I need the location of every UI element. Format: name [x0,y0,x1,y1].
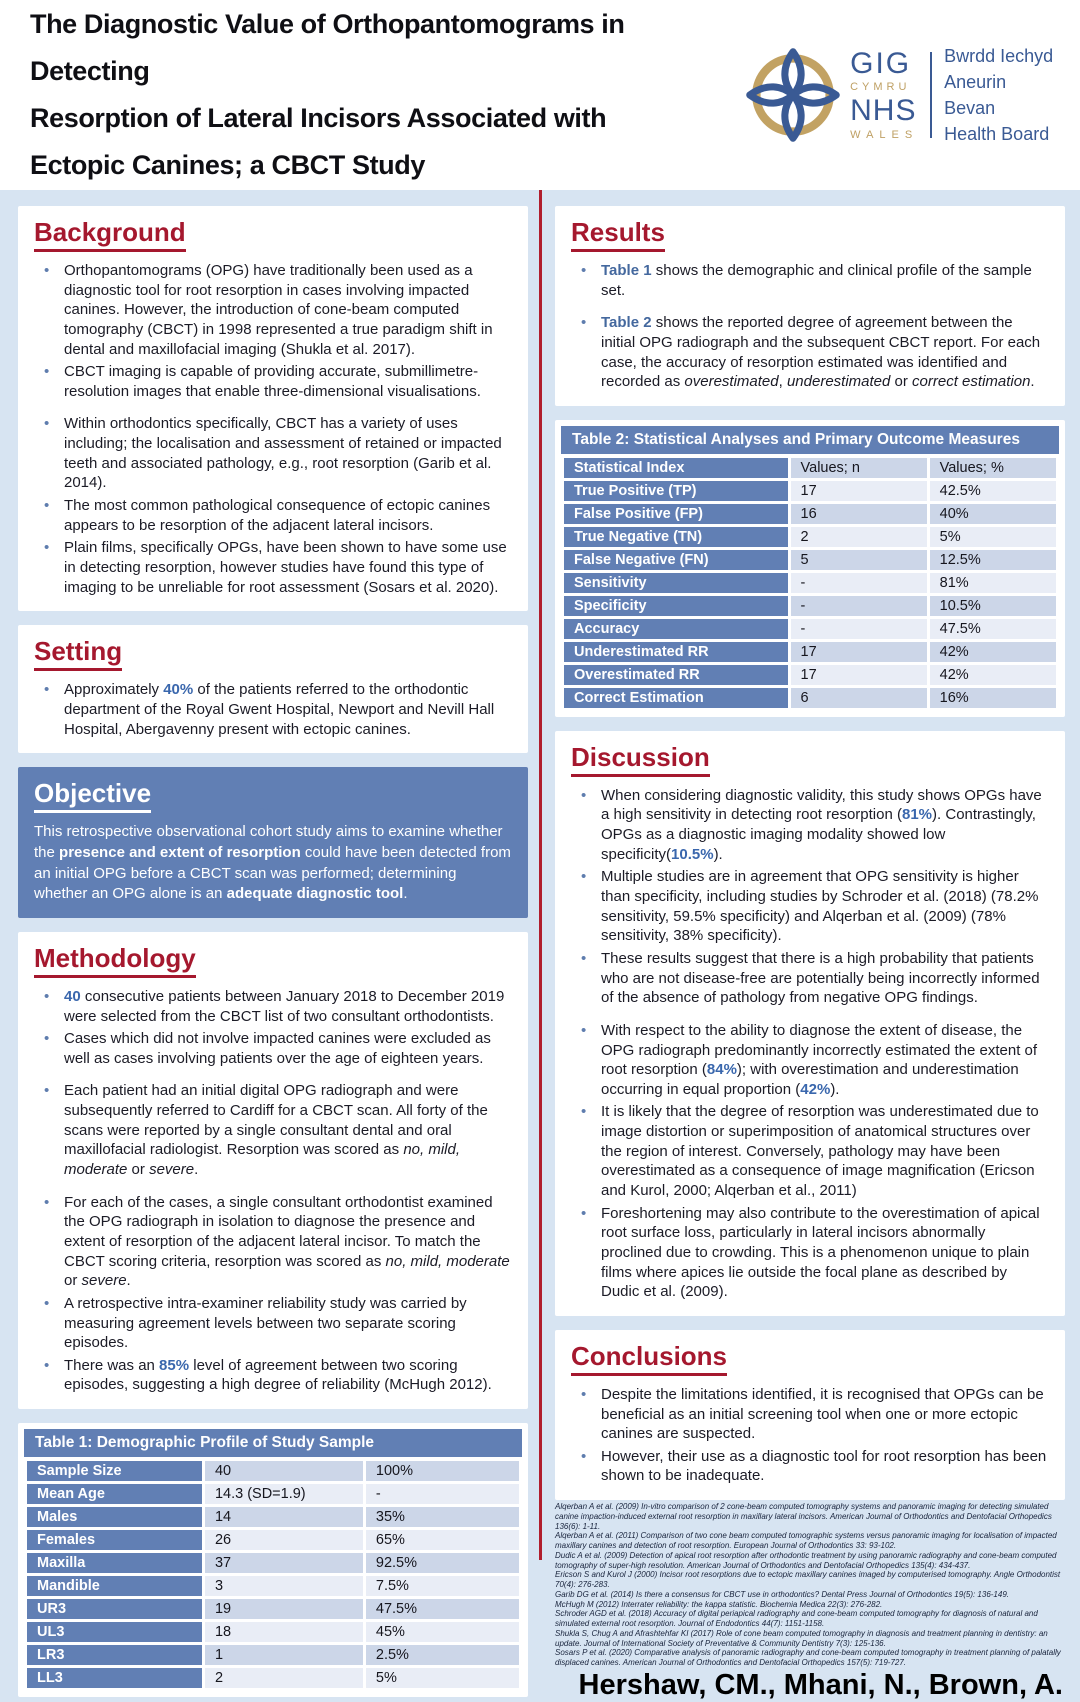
board-line-3: Health Board [944,124,1050,145]
value-cell: 6 [791,688,927,708]
value-cell: 5 [791,550,927,570]
title-line-3: Ectopic Canines; a CBCT Study [30,150,425,181]
table-row [27,1530,519,1550]
reference-item: Garib DG et al. (2014) Is there a consensus for CBCT use in orthodontics? Dental Press Journal of Orthodontics 19(5): 136-149. [555,1589,1010,1599]
text-segment: Cases which did not involve impacted canines were excluded as well as cases involving patients over the age of eighteen years. [64,1030,491,1067]
logo-nhs: NHS [850,94,917,127]
text-segment: no, mild, moderate [64,1141,461,1179]
table2-grid [561,455,1059,711]
text-segment: 10.5% [671,845,714,863]
text-segment: Foreshortening may also contribute to the overestimation of apical root surface loss, particularly in lateral incisors abnormally proclined due to crowding. This is a phenomenon unique to plain films where apices lie outside the focal plane as described by Dudic et al. (2009). [601,1204,1040,1301]
text-segment: underestimated [786,373,891,391]
header-cell: Statistical Index [564,458,788,478]
conclusions-heading-text: Conclusions [571,1341,727,1376]
text-segment: 40 [64,987,81,1005]
text-segment: . [403,885,408,903]
table2-header [564,458,1056,478]
header-cell: Values; % [930,458,1056,478]
text-segment: Multiple studies are in agreement that OPG sensitivity is higher than specificity, including studies by Schroder et al. (2018) (78.2% sensitivity, 59.5% specificity) and Alqerban et al. (2009) (78% sensitivity, 38% specificity). [601,868,1039,945]
reference-item: Sosars P et al. (2020) Comparative analysis of panoramic radiography and cone-beam computed tomography in treatment planning of palatally displaced canines. American Journal of Orthodontics and Dentofacial Orthopedics 157(5): 719-727. [555,1648,1061,1668]
bullet-item [571,867,1049,946]
table-row [564,688,1056,708]
table-row [27,1553,519,1573]
table-row [27,1461,519,1481]
text-segment: Orthopantomograms (OPG) have traditionally been used as a diagnostic tool for root resorption in cases involving impacted canines. However, the introduction of cone-beam computed tomography (CBCT) in 1998 represented a true paradigm shift in dental and maxillofacial imaging (Shukla et al. 2017). [64,262,493,358]
value-cell: 2.5% [366,1645,519,1665]
text-segment: shows the demographic and clinical profile of the sample set. [601,262,1032,299]
bullet-item [571,786,1049,865]
objective-body [34,822,512,905]
value-cell: 5% [366,1668,519,1688]
table1-body [27,1461,519,1688]
poster-header [0,0,1080,190]
bullet-item [34,414,512,493]
table-row [27,1668,519,1688]
background-heading-text: Background [34,217,186,252]
row-label-cell: UL3 [27,1622,202,1642]
bullet-item [34,538,512,597]
text-segment: adequate diagnostic tool [226,885,404,903]
title-line-1: The Diagnostic Value of Orthopantomograms in Detecting [30,8,625,86]
value-cell: 47.5% [366,1599,519,1619]
value-cell: 14.3 (SD=1.9) [205,1484,363,1504]
reference-item: Alqerban A et al. (2009) In-vitro comparison of 2 cone-beam computed tomography systems and panoramic imaging for detecting simulated canine impaction-induced external root resorption in maxillary lateral incisors. American Journal of Orthodontics and Dentofacial Orthopedics 136(6): 1-11. [555,1502,1052,1531]
reference-item: Schroder AGD et al. (2018) Accuracy of digital periapical radiography and cone-beam computed tomography for diagnosis of natural and simulated external root resorption. Journal of Endodontics 44(7): 1151-1158. [555,1609,1038,1629]
section-discussion [555,731,1065,1316]
row-label-cell: True Positive (TP) [564,481,788,501]
table2-title: Table 2: Statistical Analyses and Primary Outcome Measures [561,426,1059,454]
value-cell: 10.5% [930,596,1056,616]
text-segment: CBCT imaging is capable of providing accurate, submillimetre-resolution images that enable three-dimensional visualisations. [64,363,481,400]
header-cell: Values; n [791,458,927,478]
value-cell: - [791,573,927,593]
text-segment: For each of the cases, a single consultant orthodontist examined the OPG radiograph in isolation to diagnose the presence and extent of resorption of the adjacent lateral incisor. To match the CBCT scoring criteria, resorption was scored as [64,1193,493,1270]
text-segment: 81% [902,806,933,824]
table-row [27,1484,519,1504]
discussion-heading-text: Discussion [571,742,710,777]
section-objective [18,767,528,918]
text-segment: no, mild, moderate [385,1252,510,1270]
value-cell: 42% [930,642,1056,662]
text-segment: It is likely that the degree of resorption was underestimated due to image distortion or superimposition of anatomical structures over the region of interest. Conversely, pathology may have been overestimated as a consequence of image magnification (Ericson and Kurol, 2000; Alqerban et al., 2011) [601,1103,1039,1200]
text-segment: 42% [800,1080,831,1098]
board-line-1: Bwrdd Iechyd [944,45,1054,66]
text-segment: With respect to the ability to diagnose the extent of disease, the OPG radiograph predominantly incorrectly estimated the extent of root resorption ( [601,1021,1038,1079]
section-conclusions [555,1330,1065,1500]
celtic-knot-icon [746,48,840,142]
discussion-bullets [571,786,1049,1302]
text-segment: severe [149,1161,195,1179]
table1-title: Table 1: Demographic Profile of Study Sample [24,1429,522,1457]
text-segment: ); with overestimation and underestimation occurring in equal proportion ( [601,1061,1019,1098]
text-segment: This retrospective observational cohort study aims to examine whether the [34,823,503,861]
text-segment: ). Contrastingly, OPGs as a diagnostic imaging modality showed low specificity( [601,806,1036,863]
value-cell: 81% [930,573,1056,593]
bullet-item [34,1081,512,1179]
nhs-wales-logo [746,43,1058,147]
objective-heading-text: Objective [34,778,151,813]
title-line-2: Resorption of Lateral Incisors Associated with [30,103,607,133]
value-cell: 42.5% [930,481,1056,501]
value-cell: 2 [791,527,927,547]
value-cell: 35% [366,1507,519,1527]
text-segment: or [890,373,913,391]
text-segment: Approximately [64,681,164,699]
bullet-item [571,1102,1049,1200]
text-segment: . [126,1272,131,1290]
logo-wales: WALES [850,129,919,141]
value-cell: 47.5% [930,619,1056,639]
reference-item: Shukla S, Chug A and Afrashtehfar KI (2017) Role of cone beam computed tomography in diagnosis and treatment planning in dentistry: an update. Journal of International Society of Preventative & Community Dentistry 7(3): 125-136. [555,1628,1048,1648]
table-row [27,1576,519,1596]
value-cell: 40% [930,504,1056,524]
value-cell: 65% [366,1530,519,1550]
bullet-item [34,987,512,1026]
bullet-item [34,680,512,739]
row-label-cell: Females [27,1530,202,1550]
text-segment: presence and extent of resorption [59,843,301,861]
value-cell: 16% [930,688,1056,708]
row-label-cell: True Negative (TN) [564,527,788,547]
background-heading [34,217,512,252]
text-segment: severe [81,1272,127,1290]
bullet-item [571,261,1049,300]
reference-list [555,1500,1065,1668]
bullet-item [571,1021,1049,1100]
right-column [555,190,1065,1701]
text-segment: Within orthodontics specifically, CBCT has a variety of uses including; the localisation and assessment of retained or impacted teeth and associated pathology, e.g., root resorption (Garib et al. 2014). [64,415,502,492]
bullet-item [34,1029,512,1068]
bullet-item [571,1385,1049,1444]
objective-heading [34,778,512,813]
row-label-cell: UR3 [27,1599,202,1619]
section-methodology [18,932,528,1409]
health-board-name [944,43,1058,147]
text-segment: These results suggest that there is a high probability that patients who are not disease-free are potentially being incorrectly informed of the absence of pathology from negative OPG findings. [601,949,1040,1007]
row-label-cell: Sample Size [27,1461,202,1481]
row-label-cell: Overestimated RR [564,665,788,685]
value-cell: 19 [205,1599,363,1619]
row-label-cell: Specificity [564,596,788,616]
text-segment: When considering diagnostic validity, this study shows OPGs have a high sensitivity in detecting root resorption ( [601,786,1042,824]
poster-title [30,1,746,190]
text-segment: or [64,1272,82,1290]
table-row [564,573,1056,593]
value-cell: 17 [791,481,927,501]
row-label-cell: Correct Estimation [564,688,788,708]
text-segment: However, their use as a diagnostic tool for root resorption has been shown to be inadequate. [601,1447,1047,1485]
row-label-cell: Mean Age [27,1484,202,1504]
text-segment: shows the reported degree of agreement between the initial OPG radiograph and the subsequent CBCT report. For each case, the accuracy of resorption estimated was identified and recorded as [601,314,1041,391]
value-cell: 14 [205,1507,363,1527]
table1-grid [24,1458,522,1691]
methodology-heading [34,943,512,978]
table-row [27,1507,519,1527]
value-cell: 42% [930,665,1056,685]
text-segment: or [127,1161,150,1179]
row-label-cell: Sensitivity [564,573,788,593]
methodology-heading-text: Methodology [34,943,196,978]
value-cell: 7.5% [366,1576,519,1596]
bullet-item [571,949,1049,1008]
value-cell: 3 [205,1576,363,1596]
results-bullets [571,261,1049,392]
reference-item: Ericson S and Kurol J (2000) Incisor root resorptions due to ectopic maxillary canines imaged by computerised tomography. Angle Orthodontist 70(4): 276-283. [555,1570,1061,1590]
text-segment: , [778,373,787,391]
setting-heading-text: Setting [34,636,122,671]
row-label-cell: LR3 [27,1645,202,1665]
bullet-item [571,1447,1049,1486]
table-row [27,1645,519,1665]
value-cell: 26 [205,1530,363,1550]
value-cell: 12.5% [930,550,1056,570]
bullet-item [571,1204,1049,1302]
text-segment: Plain films, specifically OPGs, have been shown to have some use in detecting resorption, however studies have found this type of imaging to be unreliable for root assessment (Sosars et al. 2020). [64,539,507,596]
bullet-item [34,1356,512,1395]
table1 [18,1423,528,1697]
text-segment: . [194,1161,199,1179]
value-cell: 45% [366,1622,519,1642]
conclusions-bullets [571,1385,1049,1486]
text-segment: Table 2 [601,314,652,332]
table2 [555,420,1065,717]
bullet-item [34,496,512,535]
row-label-cell: LL3 [27,1668,202,1688]
value-cell: 17 [791,665,927,685]
value-cell: 1 [205,1645,363,1665]
table-row [564,619,1056,639]
text-segment: Table 1 [601,262,652,279]
reference-item: McHugh M (2012) Interrater reliability: the kappa statistic. Biochemia Medica 22(3): 276-282. [555,1599,883,1609]
value-cell: 5% [930,527,1056,547]
value-cell: 16 [791,504,927,524]
text-segment: . [1030,373,1035,391]
column-divider [539,190,542,1560]
logo-cymru: CYMRU [850,81,911,93]
text-segment: A retrospective intra-examiner reliability study was carried by measuring agreement levels between two separate scoring episodes. [64,1294,467,1352]
bullet-item [34,261,512,359]
value-cell: 37 [205,1553,363,1573]
author-line: Hershaw, CM., Mhani, N., Brown, A. [578,1668,1063,1701]
section-results [555,206,1065,406]
logo-wordmark [850,49,918,141]
reference-item: Dudic A et al. (2009) Detection of apical root resorption after orthodontic treatment by using panoramic radiography and cone-beam computed tomography of super-high resolution. American Journal of Orthodontics and Dentofacial Orthopedics 135(4): 434-437. [555,1550,1057,1570]
discussion-heading [571,742,1049,777]
row-label-cell: Accuracy [564,619,788,639]
text-segment: There was an [64,1356,160,1374]
bullet-item [34,362,512,401]
table-row [564,504,1056,524]
results-heading-text: Results [571,217,665,252]
logo-separator [930,52,932,138]
text-segment: of the patients referred to the orthodontic department of the Royal Gwent Hospital, Newport and Nevill Hall Hospital, Abergavenny present with ectopic canines. [64,681,495,738]
table2-body [564,481,1056,708]
value-cell: 18 [205,1622,363,1642]
value-cell: - [791,596,927,616]
value-cell: 92.5% [366,1553,519,1573]
bullet-item [34,1193,512,1291]
row-label-cell: Underestimated RR [564,642,788,662]
text-segment: 85% [159,1356,190,1374]
text-segment: The most common pathological consequence of ectopic canines appears to be resorption of the adjacent lateral incisors. [64,497,491,534]
text-segment: Despite the limitations identified, it is recognised that OPGs can be beneficial as an initial screening tool when one or more ectopic canines are suspected. [601,1385,1044,1443]
text-segment: consecutive patients between January 2018 to December 2019 were selected from the CBCT list of two consultant orthodontists. [64,987,505,1025]
methodology-bullets [34,987,512,1395]
left-column [18,190,528,1687]
background-bullets [34,261,512,597]
value-cell: 40 [205,1461,363,1481]
bullet-item [571,313,1049,392]
table-row [564,665,1056,685]
row-label-cell: Males [27,1507,202,1527]
poster-body [0,190,1080,1701]
section-background [18,206,528,611]
setting-heading [34,636,512,671]
text-segment: level of agreement between two scoring episodes, suggesting a high degree of reliability (McHugh 2012). [64,1356,492,1394]
table-header-row [564,458,1056,478]
text-segment: ). [713,845,723,863]
row-label-cell: False Positive (FP) [564,504,788,524]
text-segment: overestimated [684,373,779,391]
value-cell: 17 [791,642,927,662]
row-label-cell: False Negative (FN) [564,550,788,570]
text-segment: 84% [706,1061,737,1079]
row-label-cell: Maxilla [27,1553,202,1573]
value-cell: - [791,619,927,639]
setting-bullets [34,680,512,739]
bullet-item [34,1294,512,1353]
text-segment: 40% [163,681,194,699]
table-row [564,550,1056,570]
value-cell: 2 [205,1668,363,1688]
value-cell: 100% [366,1461,519,1481]
text-segment: Each patient had an initial digital OPG radiograph and were subsequently referred to Cardiff for a CBCT scan. All forty of the scans were reported by a single consultant dental and oral maxillofacial radiologist. Resorption was scored as [64,1082,488,1159]
logo-gig: GIG [850,47,912,80]
table-row [564,527,1056,547]
table-row [564,596,1056,616]
section-setting [18,625,528,753]
value-cell: - [366,1484,519,1504]
table-row [564,642,1056,662]
board-line-2: Aneurin Bevan [944,71,1007,118]
text-segment: ). [830,1080,840,1098]
results-heading [571,217,1049,252]
text-segment: correct estimation [912,373,1031,391]
text-segment: could have been detected from an initial OPG before a CBCT scan was performed; determining whether an OPG alone is an [34,843,511,903]
table-row [27,1599,519,1619]
reference-item: Alqerban A et al. (2011) Comparison of two cone beam computed tomographic systems versus panoramic imaging for localisation of impacted maxillary canines and detection of root resorption. European Journal of Orthodontics 33: 93-102. [555,1531,1057,1551]
conclusions-heading [571,1341,1049,1376]
table-row [27,1622,519,1642]
row-label-cell: Mandible [27,1576,202,1596]
table-row [564,481,1056,501]
